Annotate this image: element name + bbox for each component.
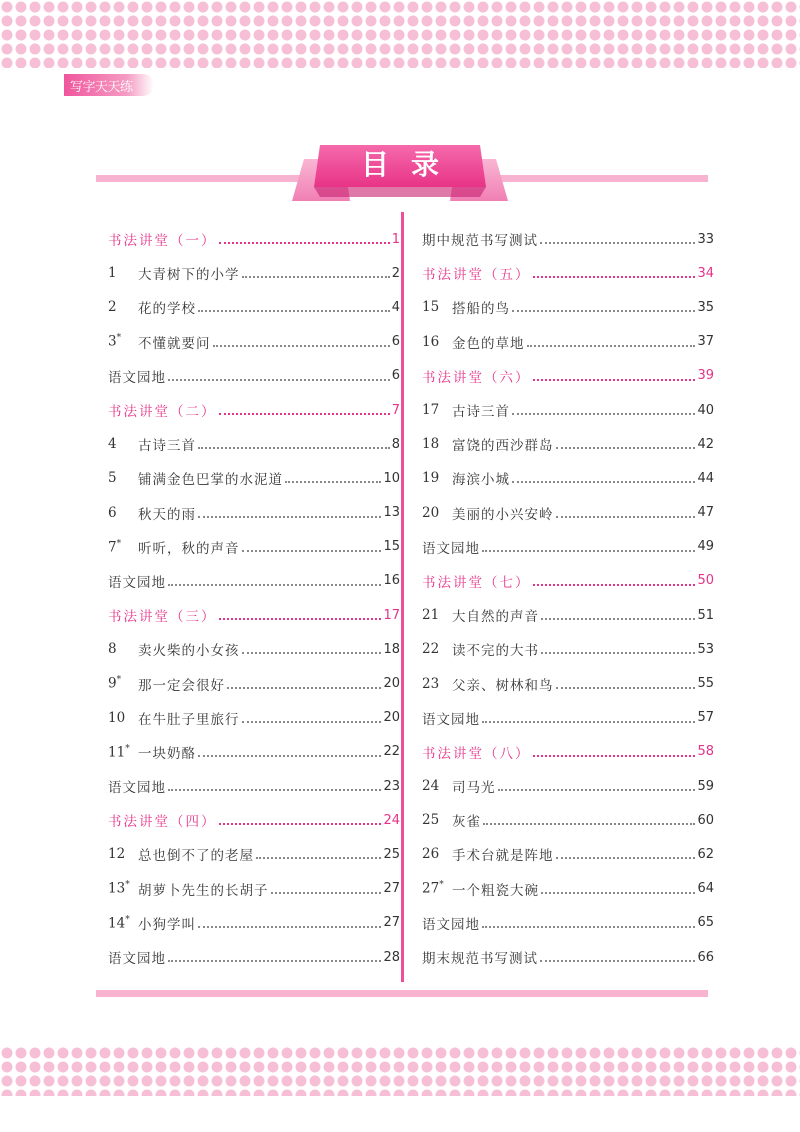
toc-entry[interactable]: [108, 837, 400, 871]
toc-entry-leader: [242, 652, 382, 654]
toc-entry[interactable]: [422, 393, 714, 427]
toc-entry-leader: [198, 926, 381, 928]
toc-entry-page: 20: [383, 710, 400, 726]
toc-entry-leader: [168, 584, 381, 586]
toc-entry-page: 7: [391, 402, 400, 418]
toc-entry-page: 24: [383, 812, 400, 828]
toc-entry[interactable]: [422, 906, 714, 940]
toc-entry-page: 47: [697, 505, 714, 521]
toc-entry-leader: [533, 584, 696, 586]
toc-entry-page: 60: [697, 812, 714, 828]
toc-entry[interactable]: [108, 872, 400, 906]
toc-entry[interactable]: [422, 837, 714, 871]
toc-entry-title: 搭船的鸟: [452, 301, 510, 318]
toc-entry-number: 10: [108, 709, 126, 726]
toc-entry-number: 20: [422, 504, 440, 521]
toc-entry-title: 父亲、树林和鸟: [452, 677, 554, 694]
top-dot-pattern: [0, 0, 800, 68]
toc-entry-title: 那一定会很好: [138, 677, 225, 694]
toc-entry[interactable]: [108, 325, 400, 359]
toc-entry-title: 书法讲堂（三）: [108, 609, 217, 626]
toc-entry-title: 美丽的小兴安岭: [452, 506, 554, 523]
toc-entry-title: 读不完的大书: [452, 643, 539, 660]
toc-entry-page: 49: [697, 539, 714, 555]
toc-entry-leader: [198, 516, 381, 518]
toc-entry-number: 14*: [108, 914, 130, 932]
toc-entry-page: 27: [383, 915, 400, 931]
toc-entry[interactable]: [108, 701, 400, 735]
toc-entry-number: 12: [108, 846, 126, 863]
toc-entry[interactable]: [108, 666, 400, 700]
toc-entry-leader: [556, 857, 696, 859]
toc-entry-title: 不懂就要问: [138, 335, 211, 352]
toc-entry-page: 57: [697, 710, 714, 726]
toc-entry-number: 3*: [108, 333, 122, 350]
toc-entry-page: 18: [383, 641, 400, 657]
toc-entry-page: 37: [697, 334, 714, 350]
toc-entry-title: 一块奶酪: [138, 745, 196, 762]
toc-entry[interactable]: [422, 496, 714, 530]
toc-entry-leader: [219, 823, 382, 825]
toc-entry-page: 17: [383, 607, 400, 623]
toc-entry-page: 65: [697, 915, 714, 931]
toc-entry-page: 6: [391, 334, 400, 350]
toc-entry-title: 秋天的雨: [138, 506, 196, 523]
toc-entry[interactable]: [422, 872, 714, 906]
toc-entry[interactable]: [422, 222, 714, 256]
toc-entry-leader: [256, 857, 381, 859]
toc-entry-title: 语文园地: [422, 711, 480, 728]
toc-entry[interactable]: [422, 632, 714, 666]
toc-entry[interactable]: [108, 290, 400, 324]
toc-entry-page: 35: [697, 299, 714, 315]
toc-entry-page: 13: [383, 505, 400, 521]
toc-entry-page: 23: [383, 778, 400, 794]
toc-entry[interactable]: [422, 701, 714, 735]
toc-entry-title: 在牛肚子里旅行: [138, 711, 240, 728]
toc-entry-title: 书法讲堂（四）: [108, 814, 217, 831]
toc-entry-title: 语文园地: [108, 574, 166, 591]
toc-entry-page: 4: [391, 299, 400, 315]
toc-entry-number: 9*: [108, 675, 122, 692]
toc-entry-leader: [219, 242, 390, 244]
toc-entry[interactable]: [422, 427, 714, 461]
toc-entry-title: 富饶的西沙群岛: [452, 438, 554, 455]
toc-entry[interactable]: [422, 735, 714, 769]
toc-entry-title: 一个粗瓷大碗: [452, 882, 539, 899]
toc-entry-title: 手术台就是阵地: [452, 848, 554, 865]
toc-entry-title: 古诗三首: [138, 438, 196, 455]
toc-entry-page: 44: [697, 470, 714, 486]
toc-entry[interactable]: [422, 461, 714, 495]
toc-entry-leader: [271, 892, 382, 894]
toc-entry-page: 10: [383, 470, 400, 486]
toc-entry[interactable]: [422, 530, 714, 564]
toc-entry-title: 胡萝卜先生的长胡子: [138, 882, 269, 899]
toc-entry-page: 62: [697, 846, 714, 862]
toc-entry-number: 25: [422, 812, 440, 829]
toc-entry-title: 海滨小城: [452, 472, 510, 489]
page-title: 目录: [360, 148, 461, 181]
toc-entry-title: 大自然的声音: [452, 609, 539, 626]
toc-entry-number: 19: [422, 470, 440, 487]
toc-entry-title: 期末规范书写测试: [422, 951, 538, 968]
toc-entry-number: 26: [422, 846, 440, 863]
toc-entry-leader: [541, 892, 695, 894]
toc-entry-number: 5: [108, 470, 117, 487]
toc-entry[interactable]: [108, 564, 400, 598]
toc-entry-title: 语文园地: [108, 369, 166, 386]
toc-entry-page: 28: [383, 949, 400, 965]
toc-entry-title: 总也倒不了的老屋: [138, 848, 254, 865]
toc-entry-page: 55: [697, 676, 714, 692]
toc-entry-title: 灰雀: [452, 814, 481, 831]
toc-entry[interactable]: [422, 290, 714, 324]
toc-entry-number: 23: [422, 675, 440, 692]
toc-entry-title: 古诗三首: [452, 404, 510, 421]
toc-entry-number: 7*: [108, 538, 122, 556]
toc-entry-number: 6: [108, 504, 117, 521]
toc-entry-leader: [512, 481, 695, 483]
toc-entry-page: 2: [391, 265, 400, 281]
toc-entry-number: 4: [108, 436, 117, 453]
toc-entry[interactable]: [108, 393, 400, 427]
toc-entry-title: 铺满金色巴掌的水泥道: [138, 472, 283, 489]
toc-entry-title: 书法讲堂（五）: [422, 267, 531, 284]
toc-entry[interactable]: [108, 735, 400, 769]
toc-entry-leader: [198, 310, 390, 312]
toc-entry-leader: [285, 481, 381, 483]
toc-entry-page: 40: [697, 402, 714, 418]
toc-entry-page: 34: [697, 265, 714, 281]
toc-entry-page: 22: [383, 744, 400, 760]
toc-entry-title: 花的学校: [138, 301, 196, 318]
toc-entry-page: 42: [697, 436, 714, 452]
toc-entry-title: 书法讲堂（六）: [422, 369, 531, 386]
toc-entry-leader: [242, 276, 390, 278]
toc-entry-title: 金色的草地: [452, 335, 525, 352]
toc-entry-leader: [556, 516, 696, 518]
toc-entry-leader: [556, 687, 696, 689]
toc-entry-page: 50: [697, 573, 714, 589]
toc-entry-title: 书法讲堂（二）: [108, 404, 217, 421]
toc-entry-leader: [533, 276, 696, 278]
toc-entry-leader: [198, 447, 390, 449]
toc-entry[interactable]: [108, 530, 400, 564]
toc-entry[interactable]: [422, 564, 714, 598]
toc-entry-leader: [168, 789, 381, 791]
toc-entry-number: 24: [422, 778, 440, 795]
toc-entry-leader: [540, 242, 695, 244]
toc-entry[interactable]: [108, 769, 400, 803]
toc-entry[interactable]: [108, 256, 400, 290]
toc-entry-title: 书法讲堂（八）: [422, 745, 531, 762]
toc-entry[interactable]: [422, 256, 714, 290]
bottom-dot-pattern: [0, 1046, 800, 1096]
toc-entry-number: 2: [108, 299, 117, 316]
toc-entry[interactable]: [108, 222, 400, 256]
toc-entry-leader: [540, 960, 695, 962]
toc-entry-number: 15: [422, 299, 440, 316]
toc-left-column: [108, 222, 400, 974]
toc-entry[interactable]: [422, 598, 714, 632]
toc-entry-title: 语文园地: [422, 540, 480, 557]
toc-entry-page: 25: [383, 846, 400, 862]
toc-entry-number: 11*: [108, 743, 130, 761]
toc-entry-number: 13*: [108, 880, 130, 897]
toc-entry-title: 小狗学叫: [138, 916, 196, 933]
toc-entry-page: 58: [697, 744, 714, 760]
toc-entry-page: 53: [697, 641, 714, 657]
toc-entry-title: 卖火柴的小女孩: [138, 643, 240, 660]
toc-entry-title: 期中规范书写测试: [422, 233, 538, 250]
toc-entry[interactable]: [108, 906, 400, 940]
toc-entry-title: 大青树下的小学: [138, 267, 240, 284]
toc-entry-leader: [533, 379, 696, 381]
toc-entry-title: 听听，秋的声音: [138, 540, 240, 557]
toc-entry[interactable]: [422, 940, 714, 974]
toc-entry-title: 语文园地: [108, 951, 166, 968]
toc-entry-leader: [219, 413, 390, 415]
toc-entry[interactable]: [108, 427, 400, 461]
toc-entry-leader: [533, 755, 696, 757]
toc-entry-page: 51: [697, 607, 714, 623]
toc-entry-leader: [219, 618, 382, 620]
toc-entry-leader: [541, 618, 695, 620]
toc-entry[interactable]: [422, 769, 714, 803]
toc-right-column: [422, 222, 714, 974]
toc-entry[interactable]: [108, 632, 400, 666]
toc-entry-page: 15: [383, 539, 400, 555]
toc-entry-number: 21: [422, 607, 440, 624]
toc-entry-number: 27*: [422, 880, 444, 897]
toc-entry[interactable]: [108, 940, 400, 974]
toc-entry-leader: [227, 687, 381, 689]
toc-entry-page: 66: [697, 949, 714, 965]
toc-entry-page: 6: [391, 368, 400, 384]
toc-entry-leader: [168, 379, 390, 381]
toc-entry-title: 书法讲堂（一）: [108, 233, 217, 250]
toc-entry-leader: [482, 550, 695, 552]
toc-entry-number: 18: [422, 436, 440, 453]
toc-entry-title: 书法讲堂（七）: [422, 574, 531, 591]
toc-entry[interactable]: [422, 359, 714, 393]
toc-entry-number: 17: [422, 402, 440, 419]
bottom-rule: [96, 990, 708, 997]
toc-entry-leader: [498, 789, 696, 791]
toc-entry-page: 27: [383, 881, 400, 897]
toc-entry-page: 20: [383, 676, 400, 692]
toc-entry[interactable]: [108, 496, 400, 530]
toc-entry-title: 语文园地: [108, 780, 166, 797]
title-banner: [290, 141, 510, 203]
toc-entry[interactable]: [422, 803, 714, 837]
toc-entry-page: 39: [697, 368, 714, 384]
toc-entry-leader: [556, 447, 696, 449]
toc-entry-leader: [242, 721, 382, 723]
toc-entry-title: 语文园地: [422, 916, 480, 933]
header-tag-label: 写字天天练: [70, 80, 133, 95]
toc-entry-leader: [512, 413, 695, 415]
toc-entry-page: 33: [697, 231, 714, 247]
column-divider: [401, 212, 404, 982]
toc-entry-number: 22: [422, 641, 440, 658]
toc-entry-leader: [242, 550, 382, 552]
toc-entry-leader: [483, 823, 695, 825]
toc-entry-leader: [482, 721, 695, 723]
header-tag: [64, 74, 154, 96]
toc-entry-number: 1: [108, 265, 117, 282]
toc-entry-leader: [213, 345, 390, 347]
toc-entry-title: 司马光: [452, 780, 496, 797]
toc-entry-page: 59: [697, 778, 714, 794]
toc-entry[interactable]: [422, 666, 714, 700]
toc-entry-number: 16: [422, 333, 440, 350]
toc-entry-leader: [482, 926, 695, 928]
toc-entry-number: 8: [108, 641, 117, 658]
toc-entry-page: 16: [383, 573, 400, 589]
toc-entry-leader: [541, 652, 695, 654]
toc-entry-leader: [527, 345, 696, 347]
toc-entry[interactable]: [422, 325, 714, 359]
toc-entry-leader: [168, 960, 381, 962]
toc-entry-page: 64: [697, 881, 714, 897]
toc-entry-leader: [512, 310, 695, 312]
toc-entry[interactable]: [108, 803, 400, 837]
toc-entry[interactable]: [108, 598, 400, 632]
toc-entry-leader: [198, 755, 381, 757]
toc-entry-page: 8: [391, 436, 400, 452]
toc-entry-page: 1: [391, 231, 400, 247]
toc-entry[interactable]: [108, 359, 400, 393]
toc-entry[interactable]: [108, 461, 400, 495]
